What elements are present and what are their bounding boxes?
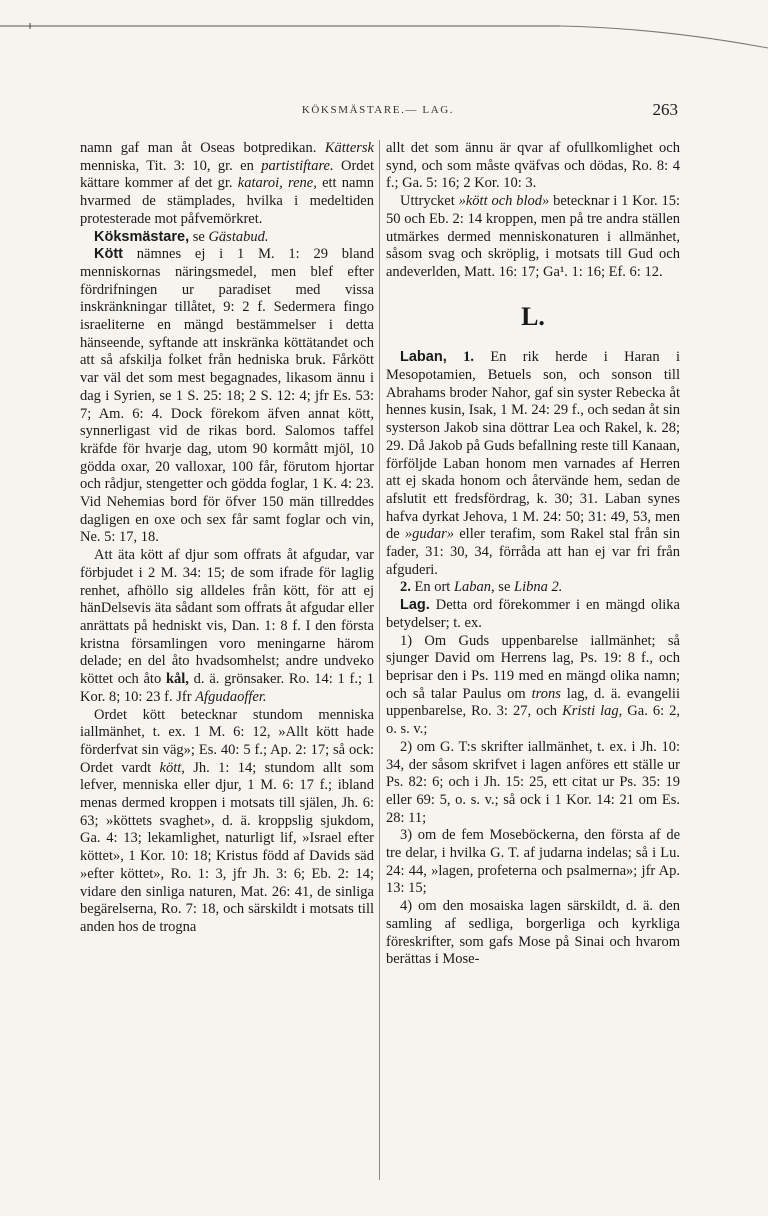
paragraph: 3) om de fem Moseböckerna, den första af de tre delar, i hvilka G. T. af judarna indelas; så i Lu. 24: 44, »lagen, profeterna och psalmerna»; jfr Ap. 13: 15; <box>386 827 680 897</box>
term-italic: trons <box>531 685 561 702</box>
term-italic: Kristi lag, <box>562 703 623 720</box>
cross-reference: Laban, <box>453 579 495 596</box>
column-divider <box>379 140 380 1180</box>
paragraph: Att äta kött af djur som offrats åt afgudar, var förbjudet i 2 M. 34: 15; de som ifrade för laglig renhet, afhöllo sig alldeles från kött, för att ej hänDelsevis äta sådant som offrats åt afgudar eller anrättats på hedniskt vis, Dan. 1: 8 f. I den första kristna församlingen voro meningarne härom delade; en del åto hvadsomhelst; andre undveko köttet och åto kål, d. ä. grönsaker. Ro. 14: 1 f.; 1 Kor. 8; 10: 23 f. Jfr Afgudaoffer. <box>80 547 374 705</box>
sense-number: 2. <box>400 579 411 596</box>
term-italic: »kött och blod» <box>458 193 550 210</box>
entry-continuation: namn gaf man åt Oseas botpredikan. Kättersk menniska, Tit. 3: 10, gr. en partistiftare. Ordet kättare kommer af det gr. kataroi, rene, ett namn hvarmed de stämplades, hvilka i medeltiden protesterade mot påfvemörkret. <box>80 140 375 227</box>
term-italic: »gudar» <box>404 526 455 543</box>
entry-lag: Lag. Detta ord förekommer i en mängd olika betydelser; t. ex. <box>386 597 680 631</box>
entry-laban: Laban, 1. En rik herde i Haran i Mesopotamien, Betuels son, och sonson till Abrahams broder Nahor, gaf sin syster Rebecka åt hennes kusin, Isak, 1 M. 24: 29 f., och sedan åt sin systerson Jakob sina döttrar Lea och Rakel, k. 28; 29. Då Jakob på Guds befallning reste till Kanaan, förföljde Laban honom men varnades af Herren att ej skada honom och återvände hem, sedan de afslutit ett fredsfördrag, k. 30; 31. Laban synes hafva dyrkat Jehova, 1 M. 24: 50; 31: 49, 53, men de »gudar» eller terafim, som Rakel stal från sin fader, 31: 30, 34, förråda att han ej var fri från afguderi. <box>386 349 681 578</box>
page-header <box>78 100 678 126</box>
headword: Lag. <box>400 597 430 614</box>
page-number: 263 <box>652 100 678 119</box>
cross-reference: Libna 2. <box>514 579 563 596</box>
scan-edge-rule <box>0 22 768 52</box>
entry-koksmastare: Köksmästare, se Gästabud. <box>94 228 269 245</box>
paragraph: 4) om den mosaiska lagen särskildt, d. ä. den samling af sedliga, borgerliga och kyrkliga föreskrifter, som gafs Mose på Sinai och hvarom berättas i Mose- <box>386 898 680 968</box>
running-head: KÖKSMÄSTARE.— LAG. <box>301 104 455 116</box>
section-letter: L. <box>521 301 545 331</box>
term-italic: kataroi, rene, <box>237 175 317 192</box>
paragraph: 2. En ort Laban, se Libna 2. <box>400 579 563 596</box>
cross-reference: Afgudaoffer. <box>195 688 267 705</box>
paragraph: 2) om G. T:s skrifter iallmänhet, t. ex. i Jh. 10: 34, der såsom skrifvet i lagen anföres ett ställe ur Ps. 82: 6; och i Jh. 15: 25, ett citat ur Ps. 35: 19 eller 69: 5, o. s. v.; så ock i 1 Kor. 14: 21 om Es. 28: 11; <box>386 738 680 826</box>
paragraph: Uttrycket »kött och blod» betecknar i 1 Kor. 15: 50 och Eb. 2: 14 kroppen, men på tre andra ställen utmärkes dermed menniskonaturen i allmänhet, såsom svag och skröplig, i motsats till Gud och andeverlden, Matt. 16: 17; Ga¹. 1: 16; Ef. 6: 12. <box>386 193 680 280</box>
paragraph: allt det som ännu är qvar af ofullkomlighet och synd, och som måste qväfvas och dödas, Ro. 8: 4 f.; Ga. 5: 16; 2 Kor. 10: 3. <box>386 140 680 192</box>
cross-reference: Gästabud. <box>208 228 269 245</box>
headword: Laban, <box>400 349 447 366</box>
term-bold: kål, <box>165 671 189 688</box>
term-italic: partistiftare. <box>261 157 334 174</box>
entry-kott: Kött nämnes ej i 1 M. 1: 29 bland menniskornas näringsmedel, men blef efter fördrifningen ur paradiset med vissa inskränkningar tillåtet, 9: 2 f. Sedermera fingo israeliterne en mängd bestämmelser i detta hänseende, syftande att inskränka köttätandet och att så afskilja folket från hedniska bruk. Fårkött var väl det som mest begagnades, likasom ännu i dag i Syrien, se 1 S. 25: 18; 2 S. 12: 4; jfr Es. 53: 7; Am. 6: 4. Dock förekom äfven annat kött, synnerligast vid de rikas bord. Salomos taffel kräfde för hvarje dag, utom 90 kormått mjöl, 10 gödda oxar, 20 valloxar, 100 får, förutom hjortar och rådjur, stengetter och gödda foglar, 1 K. 4: 23. Vid Nehemias bord för öfver 150 män tillreddes dagligen en oxe och sex får samt foglar och vin, Ne. 5: 17, 18. <box>80 246 374 546</box>
headword: Kött <box>94 246 123 263</box>
headword: Köksmästare, <box>94 228 190 245</box>
paragraph: Ordet kött betecknar stundom menniska iallmänhet, t. ex. 1 M. 6: 12, »Allt kött hade förderfvat sin väg»; Es. 40: 5 f.; Ap. 2: 17; så ock: Ordet vardt kött, Jh. 1: 14; stundom allt som lefver, menniska eller djur, 1 M. 6: 17 f.; ibland menas dermed kroppen i motsats till själen, Jh. 6: 63; »köttets svaghet», d. ä. kroppslig sjukdom, Ga. 4: 13; lekamlighet, naturligt lif, »Israel efter köttet», 1 Kor. 10: 18; Kristus född af Davids säd »efter köttet», Ro. 1: 3, jfr Jh. 3: 6; Eb. 2: 14; vidare den sinliga naturen, Mat. 26: 41, de sinliga begärelserna, Ro. 7: 18, och särskildt i motsats till anden hos de trogna <box>80 706 375 935</box>
paragraph: 1) Om Guds uppenbarelse iallmänhet; så sjunger David om Herrens lag, Ps. 19: 8 f., och beprisar den i Ps. 119 med en mängd olika namn; och så talar Paulus om trons lag, d. ä. evangelii uppenbarelse, Ro. 3: 27, och Kristi lag, Ga. 6: 2, o. s. v.; <box>386 632 680 738</box>
sense-number: 1. <box>463 349 474 366</box>
term-italic: kött, <box>159 759 185 776</box>
term-italic: Kättersk <box>324 140 374 156</box>
right-column <box>386 140 680 969</box>
left-column <box>80 140 374 937</box>
